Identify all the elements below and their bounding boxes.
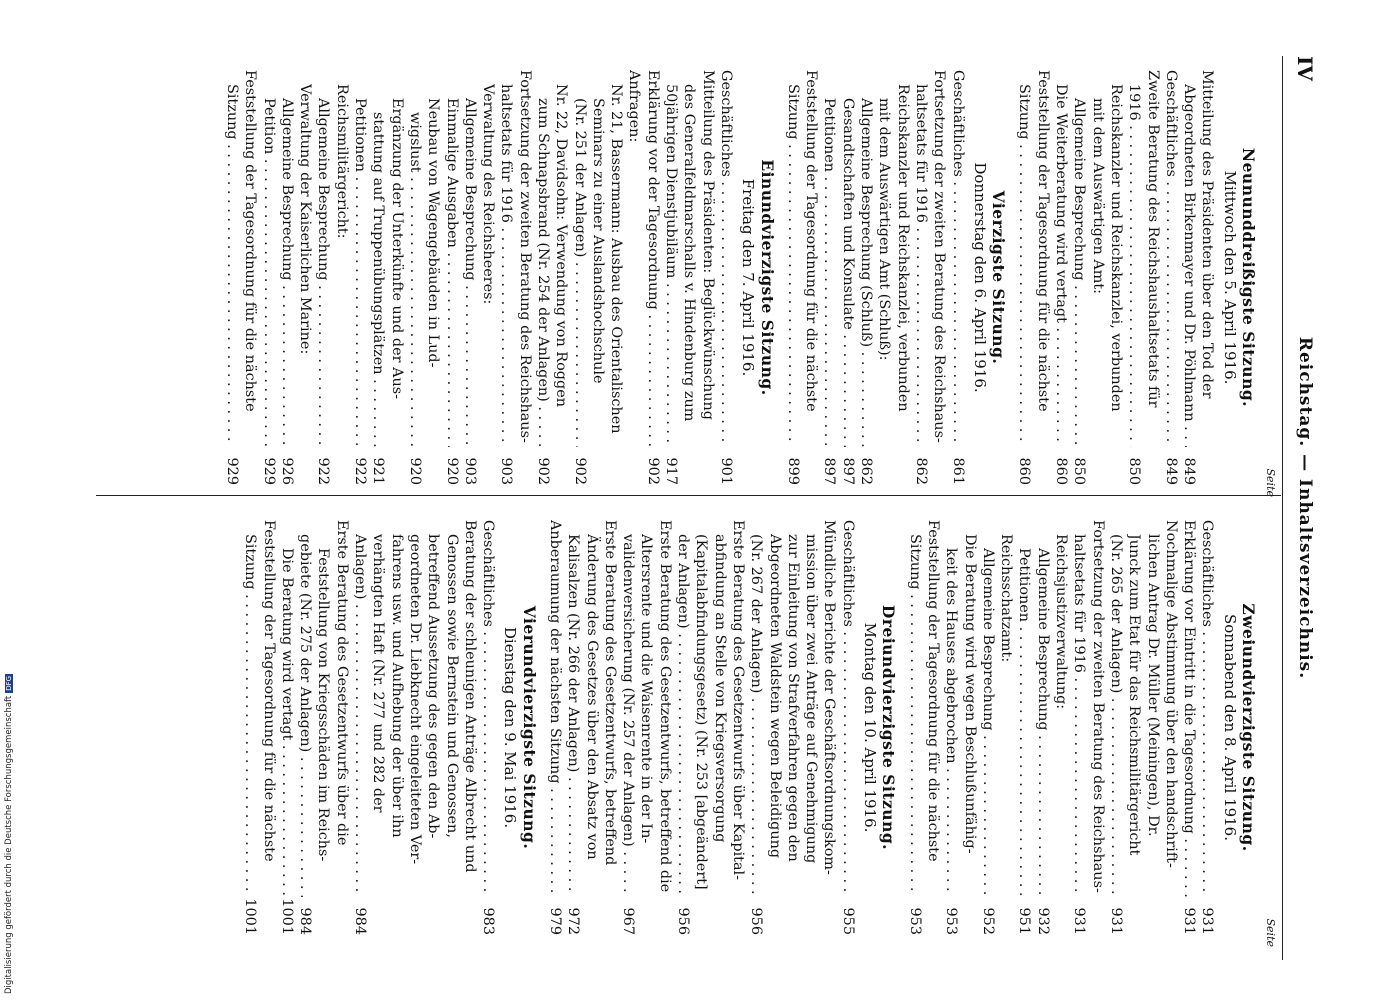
- page-ref: 849: [1181, 457, 1198, 485]
- page-ref: 850: [1071, 457, 1088, 485]
- toc-entry: haltsetats für 1916 . . . 903: [497, 70, 515, 485]
- toc-entry: Reichskanzler und Reichskanzlei, verbunden: [894, 84, 911, 412]
- toc-entry: Kalisalzen (Nr. 266 der Anlagen) . . . 972: [564, 520, 582, 935]
- toc-entry: Genossen sowie Bernstein und Genossen,: [443, 534, 460, 838]
- page-ref: 929: [223, 457, 240, 485]
- toc-entry: (Nr. 267 der Anlagen) . . . 956: [747, 520, 765, 935]
- toc-entry: Erste Beratung des Gesetzentwurfs, betreffend: [601, 520, 618, 866]
- page-ref: 932: [1034, 907, 1051, 935]
- session-title: Vierundvierzigste Sitzung.: [519, 605, 539, 850]
- toc-entry: Reichsjustizverwaltung:: [1053, 534, 1070, 710]
- toc-entry: Zweite Beratung des Reichshaushaltsetats für: [1144, 70, 1161, 408]
- page-ref: 850: [1126, 457, 1143, 485]
- header-rule: [1282, 56, 1283, 960]
- digitization-credit: [4, 574, 14, 994]
- toc-entry: Sitzung . . . 860: [1015, 70, 1033, 485]
- toc-entry: Änderung des Gesetzes über den Absatz von: [583, 534, 600, 860]
- page-ref: 917: [663, 457, 680, 485]
- page-ref: 983: [480, 907, 497, 935]
- page-ref: 861: [949, 457, 966, 485]
- toc-entry: Erste Beratung des Gesetzentwurfs, betreffend die: [656, 520, 673, 893]
- toc-entry: Erste Beratung des Gesetzentwurfs über die: [333, 520, 350, 846]
- session-title: Zweiundvierzigste Sitzung.: [1239, 603, 1258, 852]
- toc-entry: Fortsetzung der zweiten Beratung des Reichshaus-: [931, 70, 948, 443]
- toc-entry: Die Beratung wird vertagt . . . 1001: [278, 520, 296, 935]
- toc-entry: Verwaltung der Kaiserlichen Marine:: [297, 84, 314, 355]
- page-ref: 1001: [242, 898, 259, 935]
- toc-entry: Nr. 21, Bassermann: Ausbau des Orientalischen: [608, 84, 625, 434]
- page-ref: 931: [1071, 907, 1088, 935]
- toc-entry: des Generalfeldmarschalls v. Hindenburg zum: [681, 84, 698, 422]
- page-ref: 979: [547, 907, 564, 935]
- toc-entry: 1916 . . . 850: [1125, 70, 1143, 485]
- toc-entry: Seminars zu einer Auslandshochschule: [589, 98, 606, 384]
- page-ref: 922: [352, 457, 369, 485]
- toc-entry: Allgemeine Besprechung . . . 903: [461, 70, 479, 485]
- page-ref: 1001: [278, 898, 295, 935]
- toc-entry: Petitionen . . . 922: [351, 70, 369, 485]
- toc-entry: Ergänzung der Unterkünfte und der Aus-: [388, 98, 405, 399]
- toc-entry: Altersrente und die Waisenrente in der In-: [638, 534, 655, 844]
- page-ref: 899: [784, 457, 801, 485]
- document-page: [83, 0, 1383, 1000]
- page-ref: 849: [1162, 457, 1179, 485]
- toc-entry: mit dem Auswärtigen Amt (Schluß):: [876, 98, 893, 361]
- page-ref: 897: [821, 457, 838, 485]
- page-ref: 921: [370, 457, 387, 485]
- toc-entry: Erklärung vor der Tagesordnung . . . 902: [644, 70, 662, 485]
- toc-entry: gebiete (Nr. 275 der Anlagen) . . . 984: [296, 520, 314, 935]
- toc-entry: Beratung der schleunigen Anträge Albrecht und: [461, 520, 478, 873]
- toc-entry: Allgemeine Besprechung (Schluß) . . . 862: [857, 70, 875, 485]
- toc-entry: Erste Beratung des Gesetzentwurfs über Kapital-: [729, 520, 746, 881]
- toc-entry: Nr. 22, Davidsohn: Verwendung von Roggen: [553, 84, 570, 408]
- toc-entry: Geschäftliches . . . 901: [717, 70, 735, 485]
- toc-entry: mit dem Auswärtigen Amt:: [1089, 98, 1106, 295]
- seite-label: Seite: [1264, 918, 1277, 947]
- credit-text: Digitalisierung gefördert durch die Deutsche Forschungsgemeinschaft: [4, 695, 14, 994]
- toc-entry: Nochmalige Abstimmung über den handschrift-: [1162, 520, 1179, 868]
- page-ref: 929: [260, 457, 277, 485]
- toc-entry: Feststellung der Tagesordnung für die nächste: [242, 70, 259, 412]
- toc-entry: Sitzung . . . 1001: [241, 520, 259, 935]
- toc-entry: haltsetats für 1916 . . . 931: [1070, 520, 1088, 935]
- session-title: Vierzigste Sitzung.: [989, 190, 1009, 365]
- session-date: Montag den 10. April 1916.: [861, 622, 880, 833]
- toc-entry: Anfragen:: [626, 70, 643, 143]
- page-ref: 984: [297, 907, 314, 935]
- toc-entry: (Nr. 265 der Anlagen) . . . 931: [1107, 520, 1125, 935]
- toc-entry: keit des Hauses abgebrochen . . . 953: [942, 520, 960, 935]
- toc-entry: Geschäftliches . . . 955: [838, 520, 856, 935]
- toc-entry: zur Einleitung von Strafverfahren gegen den: [784, 534, 801, 862]
- page-ref: 903: [461, 457, 478, 485]
- toc-entry: Feststellung der Tagesordnung für die nächste: [803, 70, 820, 412]
- page-ref: 901: [717, 457, 734, 485]
- toc-entry: Feststellung der Tagesordnung für die nächste: [924, 520, 941, 862]
- page-ref: 951: [1016, 907, 1033, 935]
- toc-entry: Allgemeine Besprechung . . . 926: [278, 70, 296, 485]
- page-ref: 926: [278, 457, 295, 485]
- toc-entry: Mitteilung des Präsidenten: Beglückwünschung: [699, 70, 716, 421]
- toc-entry: Gesandtschaften und Konsulate . . . 897: [838, 70, 856, 485]
- page-ref: 956: [748, 907, 765, 935]
- toc-entry: Feststellung von Kriegsschäden im Reichs-: [315, 548, 332, 862]
- toc-entry: zum Schnapsbrand (Nr. 254 der Anlagen) . . . 902: [534, 70, 552, 485]
- toc-entry: Junck zum Etat für das Reichsmilitärgericht: [1126, 534, 1143, 856]
- session-date: Donnerstag den 6. April 1916.: [970, 162, 989, 393]
- session-title: Dreiundvierzigste Sitzung.: [879, 604, 899, 851]
- toc-entry: Mündliche Berichte der Geschäftsordnungskom-: [821, 520, 838, 875]
- page-ref: 931: [1199, 907, 1216, 935]
- toc-entry: Sitzung . . . 953: [905, 520, 923, 935]
- session-title: Einundvierzigste Sitzung.: [757, 159, 777, 396]
- toc-entry: Verwaltung des Reichsheeres:: [480, 84, 497, 305]
- toc-entry: 50jährigen Dienstjubiläum . . . 917: [662, 70, 680, 485]
- page-ref: 931: [1181, 907, 1198, 935]
- dfg-logo-icon: DFG: [5, 675, 13, 691]
- page-ref: 860: [1016, 457, 1033, 485]
- toc-entry: Petitionen . . . 951: [1015, 520, 1033, 935]
- toc-entry: Geschäftliches . . . 931: [1198, 520, 1216, 935]
- toc-entry: Allgemeine Besprechung . . . 952: [979, 520, 997, 935]
- toc-entry: Reichsschatzamt:: [998, 534, 1015, 663]
- page-ref: 902: [535, 457, 552, 485]
- toc-entry: Allgemeine Besprechung . . . 932: [1033, 520, 1051, 935]
- page-ref: 931: [1107, 907, 1124, 935]
- toc-entry: Sitzung . . . 929: [223, 70, 241, 485]
- page-ref: 952: [979, 907, 996, 935]
- page-ref: 920: [406, 457, 423, 485]
- toc-entry: betreffend Aussetzung des gegen den Ab-: [425, 534, 442, 839]
- toc-entry: Feststellung der Tagesordnung für die nächste: [260, 520, 277, 862]
- toc-entry: (Kapitalabfindungsgesetz) (Nr. 253 [abgeändert]: [693, 534, 710, 890]
- page-ref: 953: [906, 907, 923, 935]
- toc-entry: Mitteilung des Präsidenten über den Tod der: [1199, 70, 1216, 399]
- session-date: Dienstag den 9. Mai 1916.: [501, 626, 520, 829]
- toc-entry: Geschäftliches . . . 861: [948, 70, 966, 485]
- toc-entry: Geschäftliches . . . 983: [479, 520, 497, 935]
- session-date: Mittwoch den 5. April 1916.: [1220, 170, 1239, 385]
- toc-entry: Reichskanzler und Reichskanzlei, verbunden: [1107, 84, 1124, 412]
- left-column: [223, 70, 1279, 497]
- toc-entry: Einmalige Ausgaben . . . 920: [442, 70, 460, 485]
- toc-entry: geordneten Dr. Liebknecht eingeleiteten Ver-: [406, 534, 423, 865]
- toc-entry: Petition . . . 929: [259, 70, 277, 485]
- toc-entry: Petitionen . . . 897: [820, 70, 838, 485]
- toc-entry: mission über zwei Anträge auf Genehmigung: [803, 534, 820, 864]
- page-number: IV: [1293, 56, 1317, 81]
- right-column: [241, 520, 1279, 947]
- toc-entry: Anlagen) . . . 984: [351, 520, 369, 935]
- page-ref: 902: [571, 457, 588, 485]
- page-title: Reichstag. — Inhaltsverzeichnis.: [1295, 336, 1315, 680]
- page-ref: 862: [858, 457, 875, 485]
- page-ref: 984: [352, 907, 369, 935]
- toc-entry: Fortsetzung der zweiten Beratung des Reichshaus-: [516, 70, 533, 443]
- toc-entry: Erklärung vor Eintritt in die Tagesordnung . . . 931: [1180, 520, 1198, 935]
- page-ref: 972: [565, 907, 582, 935]
- toc-entry: stattung auf Truppenübungsplätzen . . . 921: [369, 70, 387, 485]
- page-ref: 953: [943, 907, 960, 935]
- toc-entry: Feststellung der Tagesordnung für die nächste: [1034, 70, 1051, 412]
- seite-label: Seite: [1264, 468, 1277, 497]
- toc-entry: der Anlagen) . . . 956: [674, 520, 692, 935]
- page-ref: 903: [498, 457, 515, 485]
- column-divider: [96, 495, 1281, 496]
- toc-entry: Die Beratung wird wegen Beschlußunfähig-: [961, 534, 978, 854]
- page-header: [1287, 56, 1321, 960]
- toc-entry: Neubau von Wagengebäuden in Lud-: [425, 98, 442, 368]
- session-date: Freitag den 7. April 1916.: [739, 178, 758, 377]
- toc-entry: Sitzung . . . 899: [784, 70, 802, 485]
- toc-entry: validenversicherung (Nr. 257 der Anlagen) . . . 967: [619, 520, 637, 935]
- toc-entry: Abgeordneten Waldstein wegen Beleidigung: [766, 534, 783, 859]
- page-ref: 862: [912, 457, 929, 485]
- page-ref: 955: [839, 907, 856, 935]
- toc-entry: Geschäftliches . . . 849: [1162, 70, 1180, 485]
- page-ref: 922: [315, 457, 332, 485]
- toc-entry: Anberaumung der nächsten Sitzung . . . 979: [546, 520, 564, 935]
- toc-entry: fahrens usw. und Aufhebung der über ihn: [388, 534, 405, 838]
- page-ref: 902: [644, 457, 661, 485]
- session-title: Neununddreißigste Sitzung.: [1239, 147, 1258, 408]
- toc-entry: verhängten Haft (Nr. 277 und 282 der: [370, 534, 387, 813]
- page-ref: 860: [1053, 457, 1070, 485]
- page-ref: 920: [443, 457, 460, 485]
- page-ref: 967: [620, 907, 637, 935]
- toc-entry: (Nr. 251 der Anlagen) . . . 902: [570, 70, 588, 485]
- toc-entry: Allgemeine Besprechung . . . 850: [1070, 70, 1088, 485]
- page-ref: 956: [675, 907, 692, 935]
- toc-entry: Die Weiterberatung wird vertagt . . . 860: [1052, 70, 1070, 485]
- toc-entry: abfindung an Stelle von Kriegsversorgung: [711, 534, 728, 843]
- toc-entry: Reichsmilitärgericht:: [333, 84, 350, 239]
- toc-entry: haltsetats für 1916 . . . 862: [912, 70, 930, 485]
- toc-entry: wigslust . . . 920: [406, 70, 424, 485]
- session-date: Sonnabend den 8. April 1916.: [1220, 614, 1239, 841]
- page-ref: 897: [839, 457, 856, 485]
- toc-entry: lichen Antrag Dr. Müller (Meiningen), Dr.: [1144, 534, 1161, 837]
- toc-entry: Abgeordneten Birkenmayer und Dr. Pöhlmann . . . 849: [1180, 70, 1198, 485]
- toc-entry: Allgemeine Besprechung . . . 922: [314, 70, 332, 485]
- toc-entry: Fortsetzung der zweiten Beratung des Reichshaus-: [1089, 520, 1106, 893]
